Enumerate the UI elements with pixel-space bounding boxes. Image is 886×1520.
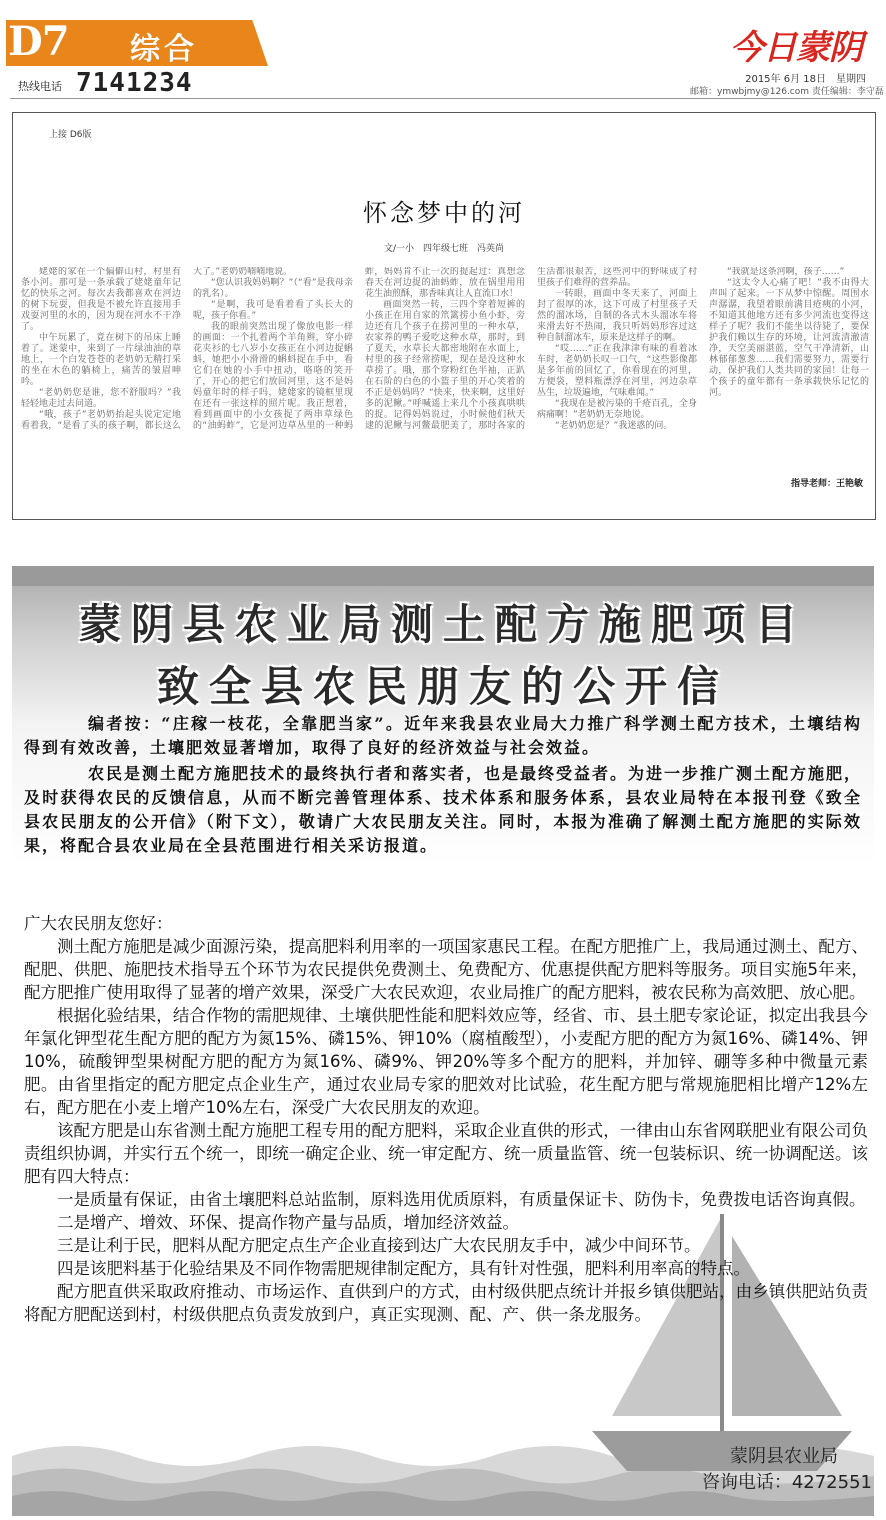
- section-name: 综合: [130, 32, 198, 67]
- essay-paragraph: “这太令人心痛了吧！”我不由得大声叫了起来。一下从梦中惊醒。周围水声潺潺，我望着眼前满目疮痍的小河，不知道其他地方还有多少河流也变得这样子了呢？我们不能坐以待毙了，要保护我们赖以生存的环境，让河流清澈清净，天空美丽湛蓝，空气干净清新，山林郁郁葱葱……我们需要努力，需要行动，保护我们人类共同的家园！让每一个孩子的童年都有一条承载快乐记忆的河。: [709, 278, 869, 398]
- hotline-number: 7141234: [76, 68, 193, 98]
- essay-paragraph: 姥姥的家在一个偏僻山村，村里有条小河。那可是一条承载了姥姥童年记忆的快乐之河。每次去我都喜欢在河边的树下玩耍，但我是不被允许直接用手戏耍河里的水的，因为现在河水不干净了。: [21, 267, 181, 332]
- essay-body: [21, 267, 869, 503]
- essay-article: [12, 112, 876, 520]
- letter-paragraph: 一是质量有保证，由省土壤肥料总站监制，原料选用优质原料，有质量保证卡、防伪卡，免费拨电话咨询真假。: [57, 1190, 866, 1209]
- essay-paragraph: 一转眼，画面中冬天来了，河面上封了很厚的冰，这下可成了村里孩子天然的溜冰场，自制的各式木头溜冰车将来滑去好不热闹，我只听妈妈形容过这种自制溜冰车，原来是这样子的啊。: [537, 289, 697, 343]
- letter-paragraph: 配方肥直供采取政府推动、市场运作、直供到户的方式，由村级供肥点统计并报乡镇供肥站，由乡镇供肥站负责将配方肥配送到村，村级供肥点负责发放到户，真正实现测、配、产、供一条龙服务。: [24, 1282, 868, 1324]
- masthead-logo: 今日蒙阴: [730, 28, 862, 68]
- essay-paragraph: “哎……”正在我津津有味的看着冰车时，老奶奶长叹一口气，“这些影像都是多年前的回忆了，你看现在的河里，方便袋，塑料瓶漂浮在河里，河边杂草丛生，垃圾遍地，气味难闻。”: [537, 344, 697, 398]
- editor-note-paragraph: 编者按：“庄稼一枝花，全靠肥当家”。近年来我县农业局大力推广科学测土配方技术，土壤结构得到有效改善，土壤肥效显著增加，取得了良好的经济效益与社会效益。: [24, 714, 862, 757]
- continued-from: 上接 D6版: [49, 130, 92, 140]
- essay-paragraph: “哦，孩子”老奶奶抬起头说定定地看着我，“是看了头的孩子啊，都长这么大了。”老奶奶喃喃地说。: [21, 267, 293, 431]
- letter-paragraph: 二是增产、增效、环保、提高作物产量与品质，增加经济效益。: [57, 1213, 519, 1232]
- editor-note: [24, 712, 862, 860]
- essay-paragraph: “我就是这条河啊，孩子……”: [727, 267, 845, 277]
- ad-title-line2: 致全县农民朋友的公开信: [156, 662, 729, 711]
- issue-date: 2015年 6月 18日 星期四: [745, 74, 866, 85]
- essay-title: 怀念梦中的河: [363, 199, 525, 227]
- header-divider: [10, 98, 880, 99]
- essay-paragraph: “我现在是被污染的千疮百孔，全身病痛啊！”老奶奶无奈地说。: [537, 399, 697, 420]
- email-editor-line: 邮箱：ymwbjmy@126.com 责任编辑：李守磊: [690, 87, 884, 97]
- essay-byline: 文/一小 四年级七班 冯英尚: [383, 244, 505, 254]
- essay-paragraph: “老奶奶您是谁，您不舒服吗？”我轻轻地走过去问道。: [21, 388, 181, 409]
- letter-paragraph: 根据化验结果，结合作物的需肥规律、土壤供肥性能和肥料效应等，经省、市、县土肥专家论证，拟定出我县今年氯化钾型花生配方肥的配方为氮15%、磷15%、钾10%（腐植酸型），小麦配方肥的配方为氮16%、磷14%、钾10%，硫酸钾型果树配方肥的配方为氮16%、磷9%、钾20%等多个配方的肥料，并加锌、硼等多种中微量元素肥。由省里指定的配方肥定点企业生产，通过农业局专家的肥效对比试验，花生配方肥与常规施肥相比增产12%左右，配方肥在小麦上增产10%左右，深受广大农民朋友的欢迎。: [24, 1006, 868, 1117]
- essay-paragraph: 中午玩累了，竟在树下的吊床上睡着了。迷蒙中，来到了一片绿油油的草地上，一个白发苍苍的老奶奶无精打采的坐在木色的躺椅上，痛苦的皱眉呻吟。: [21, 333, 181, 387]
- essay-paragraph: 我的眼前突然出现了像放电影一样的画面：一个扎着两个羊角辫，穿小碎花夹衫的七八岁小女孩正在小河边捉蝌蚪，她把小小滑滑的蝌蚪捉在手中，看它们在她的小手中扭动，咯咯的笑开了，开心的把它们放回河里，这不是妈妈童年时的样子吗，姥姥家的镜框里现在还有一张这样的照片呢。我正想着，看到画面中的小女孩捉了两串草绿色的“油蚂蚱”，它是河边草丛里的一种蚂蚱，妈妈肯不止一次的提起过：真想念春天在河边捉的油蚂蚱，放在锅里用用花生油煎酥，那香味真让人直流口水！: [193, 267, 525, 431]
- page-header: [0, 0, 886, 100]
- letter-paragraph: 该配方肥是山东省测土配方施肥工程专用的配方肥料，采取企业直供的形式，一律由山东省网联肥业有限公司负责组织协调，并实行五个统一，即统一确定企业、统一审定配方、统一质量监管、统一包装标识、统一协调配送。该肥有四大特点：: [24, 1121, 868, 1186]
- letter-paragraph: 三是让利于民，肥料从配方肥定点生产企业直接到达广大农民朋友手中，减少中间环节。: [57, 1236, 701, 1255]
- hotline-label: 热线电话: [18, 80, 62, 93]
- essay-paragraph: “是啊，我可是看着看了头长大的呢，孩子你看。”: [193, 300, 353, 321]
- signature-phone: 咨询电话：4272551: [701, 1472, 872, 1493]
- essay-paragraph: 画面突然一转，三四个穿着短裤的小孩正在用自家的笊篱捞小鱼小虾，旁边还有几个孩子在捞河里的一种水草，农家养的鸭子爱吃这种水草，那时，到了夏天，水草长大都密地附在水面上，村里的孩子经常捞呢，现在是没这种水草捞了。哦，那个穿粉红色半袖，正趴在石阶的白色的小篮子里的开心笑着的不正是妈妈吗？“快来，快来啊，这里好多的泥鳅。”呼喊遥上来几个小孩真哄哄的捉。记得妈妈说过，小时候他们秋天逮的泥鳅与河鳖最肥美了，那时各家的生活都很艰苦，这些河中的野味成了村里孩子们难得的营养品。: [365, 267, 697, 431]
- essay-advisor: 指导老师：王艳敏: [787, 476, 863, 489]
- page-number: D7: [8, 18, 69, 65]
- editor-note-paragraph: 农民是测土配方施肥技术的最终执行者和落实者，也是最终受益者。为进一步推广测土配方施肥，及时获得农民的反馈信息，从而不断完善管理体系、技术体系和服务体系，县农业局特在本报刊登《致全县农民朋友的公开信》（附下文），敬请广大农民朋友关注。同时，本报为准确了解测土配方施肥的实际效果，将配合县农业局在全县范围进行相关采访报道。: [24, 764, 863, 855]
- essay-paragraph: “您认识我妈妈啊？”（“看”是我母亲的乳名）。: [193, 278, 353, 299]
- letter-salutation: 广大农民朋友您好：: [24, 914, 173, 933]
- letter-body: [24, 912, 868, 1326]
- letter-paragraph: 测土配方施肥是减少面源污染，提高肥料利用率的一项国家惠民工程。在配方肥推广上，我局通过测土、配方、配肥、供肥、施肥技术指导五个环节为农民提供免费测土、免费配方、优惠提供配方肥料等服务。项目实施5年来，配方肥推广使用取得了显著的增产效果，深受广大农民欢迎，农业局推广的配方肥料，被农民称为高效肥、放心肥。: [24, 937, 868, 1002]
- letter-paragraph: 四是该肥料基于化验结果及不同作物需肥规律制定配方，具有针对性强，肥料利用率高的特点。: [57, 1259, 750, 1278]
- open-letter-ad: [12, 566, 874, 1516]
- ad-title-line1: 蒙阴县农业局测土配方施肥项目: [78, 600, 807, 649]
- essay-paragraph: “老奶奶您是？”我迷惑的问。: [555, 421, 673, 431]
- ad-top-band: [12, 566, 874, 586]
- signature-org: 蒙阴县农业局: [730, 1446, 838, 1467]
